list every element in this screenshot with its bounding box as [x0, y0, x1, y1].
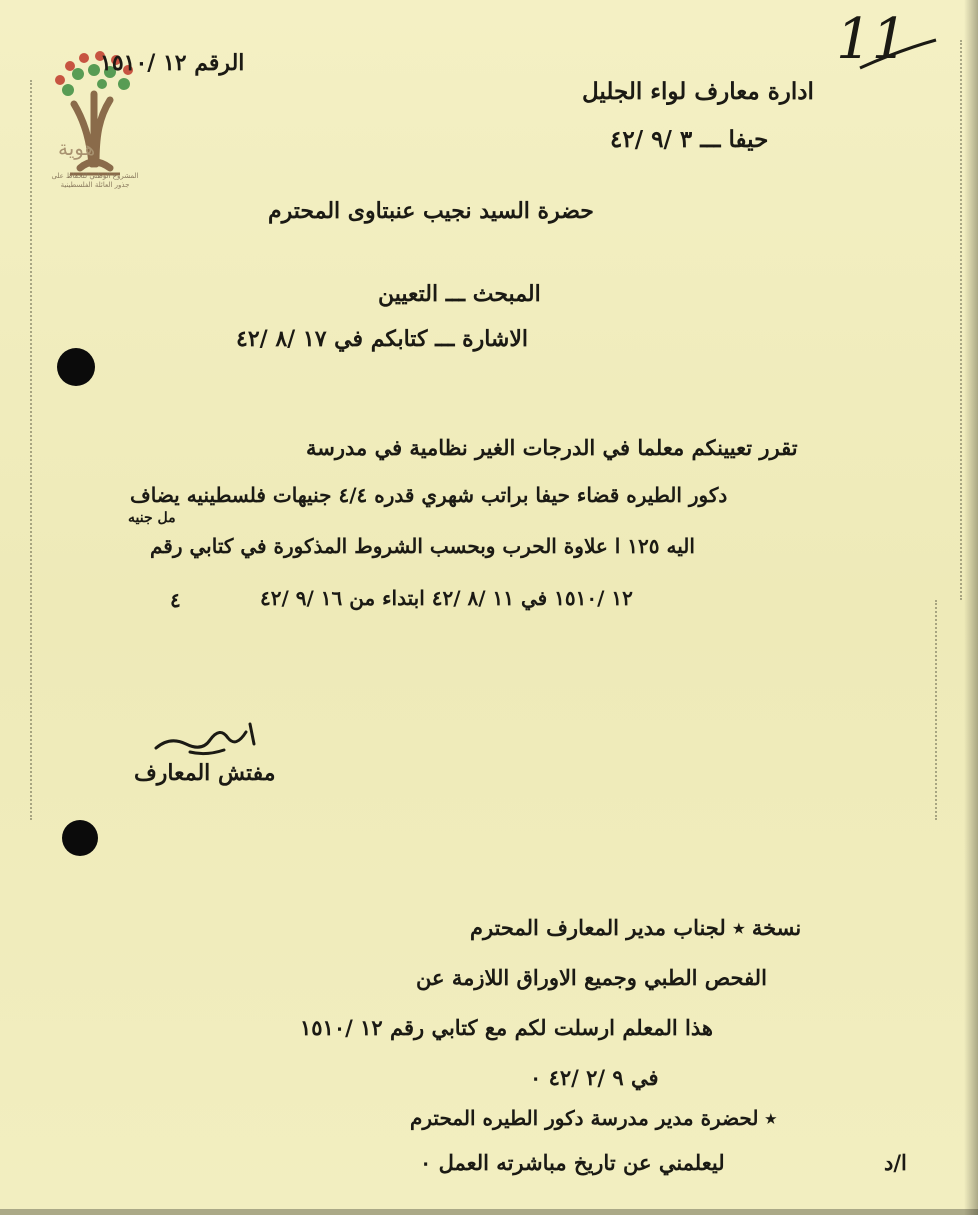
scan-edge-bottom — [0, 1209, 978, 1215]
dotted-guide — [30, 80, 34, 820]
reference-number: الرقم ١٢ /١٥١٠ — [100, 50, 245, 76]
dotted-guide — [960, 40, 964, 600]
place-date: حيفا ـــ ٣ /٩ /٤٢ — [610, 126, 769, 153]
logo-caption — [42, 172, 148, 190]
logo-caption-line: المشروع الوطني للحفاظ على — [51, 172, 139, 180]
body-line: ١٢ /١٥١٠ في ١١ /٨ /٤٢ ابتداء من ١٦ /٩ /٤٢ — [260, 586, 633, 610]
logo-caption-line: جذور العائلة الفلسطينية — [60, 181, 130, 189]
handwritten-mark-text: 11 — [836, 7, 908, 72]
copy-line: هذا المعلم ارسلت لكم مع كتابي رقم ١٢ /١٥١٠ — [300, 1015, 713, 1040]
body-insert: مل جنيه — [128, 510, 176, 526]
signatory-title: مفتش المعارف — [134, 760, 276, 786]
body-line: اليه ١٢٥ ا علاوة الحرب وبحسب الشروط المذكورة في كتابي رقم — [150, 534, 695, 558]
logo-name: هوية — [58, 136, 96, 160]
typist-initials: ا/د — [884, 1150, 907, 1175]
issuing-office: ادارة معارف لواء الجليل — [582, 78, 814, 105]
addressee: حضرة السيد نجيب عنبتاوى المحترم — [268, 198, 594, 224]
copy-line: في ٩ /٢ /٤٢ ٠ — [530, 1065, 659, 1090]
body-line: دكور الطيره قضاء حيفا براتب شهري قدره ٤/٤ جنيهات فلسطينيه يضاف — [130, 483, 728, 507]
punch-hole — [57, 348, 95, 386]
copy-line: ٭ لحضرة مدير مدرسة دكور الطيره المحترم — [410, 1106, 777, 1130]
scan-edge-right — [964, 0, 978, 1215]
handwritten-mark — [830, 6, 940, 76]
dotted-guide — [935, 600, 939, 820]
punch-hole — [62, 820, 98, 856]
handwritten-signature — [150, 718, 260, 760]
copy-line: نسخة ٭ لجناب مدير المعارف المحترم — [470, 915, 802, 940]
copy-line: ليعلمني عن تاريخ مباشرته العمل ٠ — [420, 1150, 725, 1175]
body-line-end: ٤ — [170, 588, 181, 612]
subject-line: المبحث ـــ التعيين — [378, 281, 541, 307]
copy-line: الفحص الطبي وجميع الاوراق اللازمة عن — [416, 965, 767, 990]
reference-line: الاشارة ـــ كتابكم في ١٧ /٨ /٤٢ — [236, 326, 529, 352]
body-line: تقرر تعيينكم معلما في الدرجات الغير نظامية في مدرسة — [306, 435, 798, 460]
